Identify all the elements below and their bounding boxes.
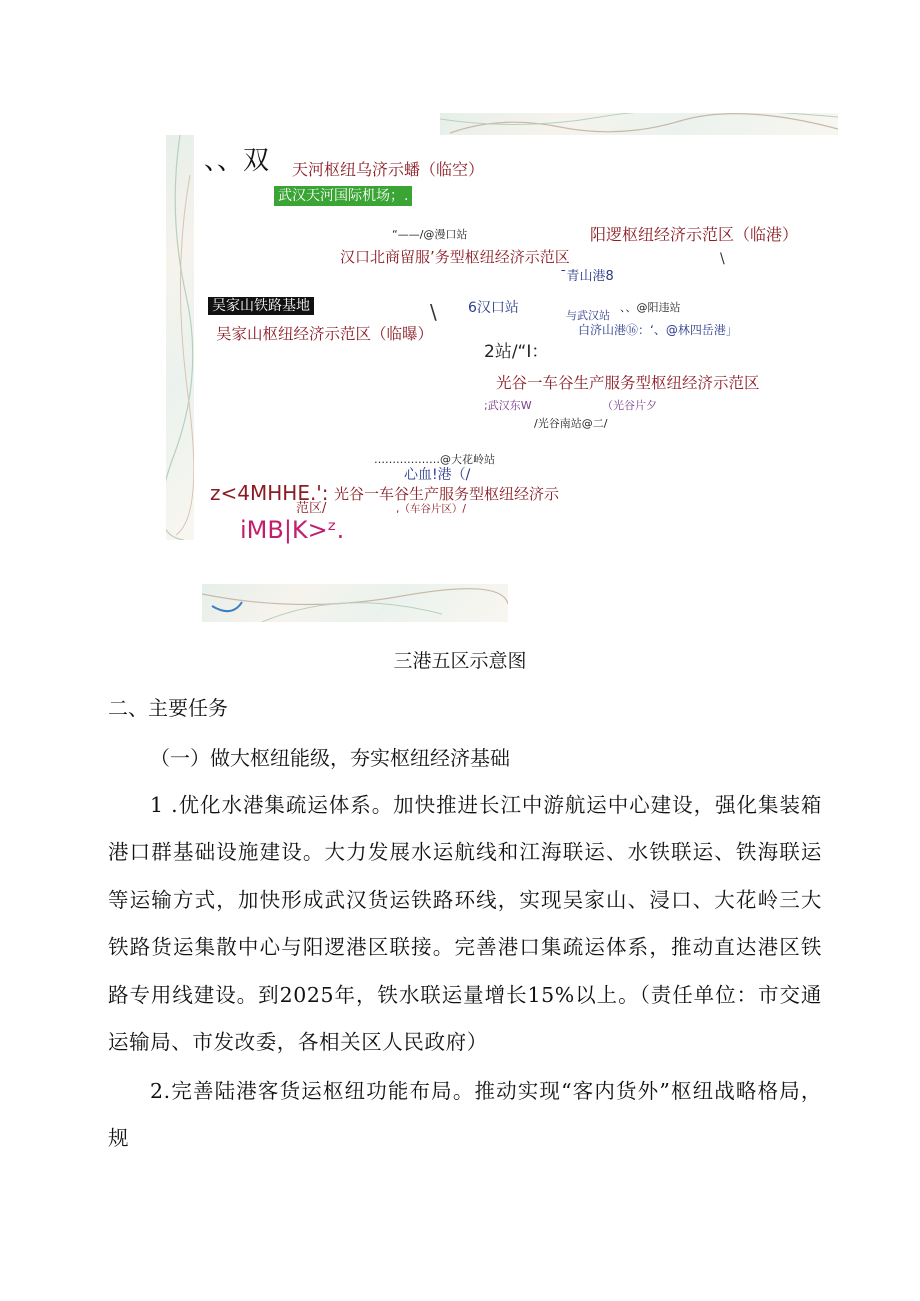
map-label-tianhe-zone: 天河枢纽乌济示蟠（临空） [292, 160, 485, 179]
map-background-left [166, 135, 194, 540]
map-label-cheyang-zone: 光谷一车谷生产服务型枢纽经济示 [334, 485, 560, 503]
map-mark: \ [430, 300, 437, 324]
figure-caption: 三港五区示意图 [393, 650, 527, 672]
paragraph-1: 1 .优化水港集疏运体系。加快推进长江中游航运中心建设，强化集装箱港口群基础设施建设。大力发展水运航线和江海联运、水铁联运、铁海联运等运输方式，加快形成武汉货运铁路环线，实现吴家山、浸口、大花岭三大铁路货运集散中心与阳逻港区联接。完善港口集疏运体系，推动直达港区铁路专用线建设。到2025年，铁水联运量增长15%以上。（责任单位：市交通运输局、市发改委，各相关区人民政府） [108, 793, 822, 1055]
map-mark: 、、双 [204, 146, 270, 176]
map-label-qingshan-port: ¯青山港8 [560, 269, 614, 284]
map-background-top [440, 113, 838, 135]
map-label-garbled-a: z<4MHHE.': [210, 481, 329, 505]
map-figure [0, 0, 920, 640]
map-label-garbled-b: iMB|K>ᶻ. [240, 516, 345, 544]
map-label-hankou-north-zone: 汉口北商留服’务型枢纽经济示范区 [340, 248, 570, 266]
map-background-bottom [202, 584, 508, 622]
map-label-guanggu-zone: 光谷一车谷生产服务型枢纽经济示范区 [496, 374, 760, 392]
map-label-dahualing: ………………@大花岭站 [374, 453, 495, 466]
map-label-wuhan-station: 与武汉站 [566, 309, 610, 322]
map-mark: \ [720, 251, 725, 267]
map-label-cheyang-zone-cont: 范区/ [296, 501, 327, 516]
map-label-yangluo-station: 、、@阳违站 [620, 301, 681, 314]
map-label-wujiashan-zone: 吴家山枢纽经济示范区（临曝） [216, 325, 434, 343]
section-heading: 二、主要任务 [108, 696, 228, 720]
map-label-guanggu-area: （光谷片夕 [602, 399, 657, 412]
map-label-tianhe-airport: 武汉天河国际机场；. [274, 186, 412, 206]
map-label-hankou-station: 6汉口站 [468, 300, 519, 316]
map-label-wuhan-east: ;武汉东W [484, 399, 532, 412]
map-label-chegu-area: ,（车谷片区）/ [396, 503, 466, 515]
map-label-guanggu-south: /光谷南站@二/ [534, 417, 608, 430]
subsection-heading: （一）做大枢纽能级，夯实枢纽经济基础 [150, 746, 510, 770]
map-label-baihushan-port: 白济山港⑯：‘、@林四岳港」 [578, 323, 738, 337]
map-label-yangluo-zone: 阳逻枢纽经济示范区（临港） [590, 225, 799, 244]
map-label-jinkou-station: “——/@漫口站 [392, 228, 468, 241]
map-label-station-2: 2站/“I： [484, 342, 549, 362]
map-label-xinxue-port: 心血!港（/ [404, 467, 471, 483]
map-label-wujiashan-base: 吴家山铁路基地 [208, 297, 314, 315]
paragraph-2: 2.完善陆港客货运枢纽功能布局。推动实现“客内货外”枢纽战略格局，规 [108, 1079, 822, 1151]
